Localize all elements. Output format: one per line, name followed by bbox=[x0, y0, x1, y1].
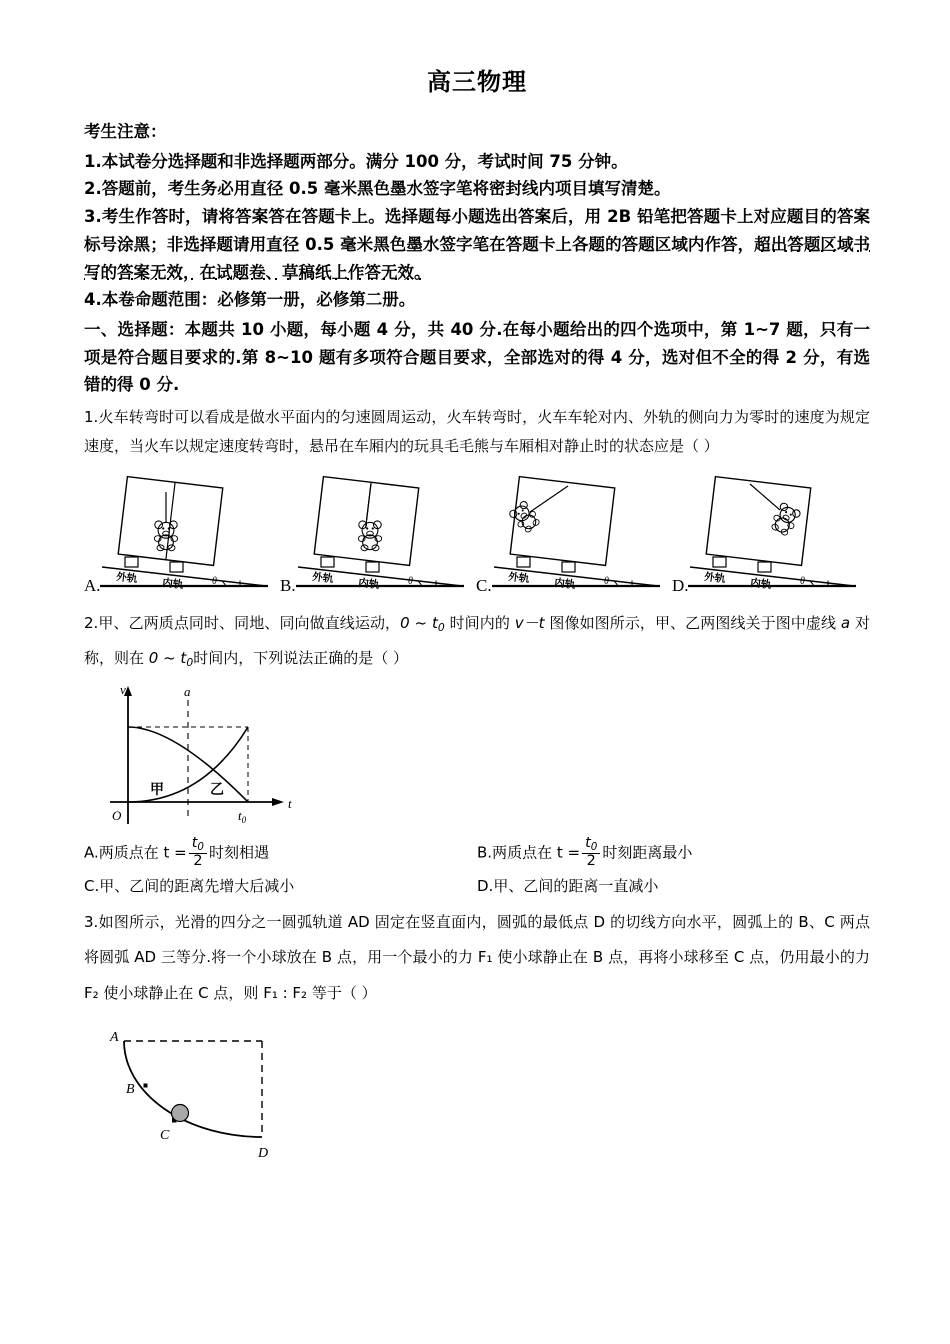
q2-option-A[interactable] bbox=[84, 836, 477, 869]
q2-option-C-letter: C. bbox=[84, 877, 100, 896]
svg-text:θ: θ bbox=[800, 575, 805, 587]
notice-item-3 bbox=[84, 203, 870, 286]
question-2-stem: 2.甲、乙两质点同时、同地、同向做直线运动，0 ~ $t_0$ 时间内的 v－t 图像如图所示，甲、乙两图线关于图中虚线 a 对称，则在 0 ~ $t_0$时间内，下列说法正确的是（ ） bbox=[84, 613, 870, 669]
q2-dashed-line-label: a bbox=[184, 684, 191, 700]
q3-label-A: A bbox=[110, 1029, 119, 1045]
question-3-stem: 3.如图所示，光滑的四分之一圆弧轨道 AD 固定在竖直面内，圆弧的最低点 D 的切线方向水平，圆弧上的 B、C 两点将圆弧 AD 三等分.将一个小球放在 B 点，用一个最小的力 F₁ 使小球静止在 B 点，再将小球移至 C 点，仍用最小的力 F₂ 使小球静止在 C 点，则 F₁ : F₂ 等于（ ） bbox=[84, 913, 870, 1002]
q1-D-inner-rail-label: 内轨 bbox=[749, 576, 772, 591]
notice-item-3-emphasis: 超出答题区域书写的答案无效，在试题卷、草稿纸上作答无效。 bbox=[84, 235, 870, 286]
q2-option-B-letter: B. bbox=[477, 843, 493, 862]
q1-option-D bbox=[672, 470, 868, 602]
q3-ball bbox=[172, 1104, 189, 1121]
q2-stem-pre: 2.甲、乙两质点同时、同地、同向做直线运动， bbox=[84, 613, 401, 632]
question-1-stem: 1.火车转弯时可以看成是做水平面内的匀速圆周运动，火车转弯时，火车车轮对内、外轨的侧向力为零时的速度为规定速度，当火车以规定速度转弯时，悬吊在车厢内的玩具毛毛熊与车厢相对静止时的状态应是（ ） bbox=[84, 408, 870, 456]
q2-option-A-letter: A. bbox=[84, 843, 99, 862]
q2-stem-end: 时间内，下列说法正确的是（ ） bbox=[193, 648, 408, 667]
q3-quarter-arc-diagram bbox=[90, 1019, 320, 1189]
q3-label-C: C bbox=[160, 1127, 170, 1143]
q1-D-outer-rail-label: 外轨 bbox=[703, 570, 726, 585]
q2-option-A-post: 时刻相遇 bbox=[209, 843, 270, 862]
svg-text:θ: θ bbox=[408, 575, 413, 587]
q1-B-outer-rail-label: 外轨 bbox=[311, 570, 334, 585]
q1-diagram-B bbox=[296, 470, 476, 602]
q1-option-D-letter: D. bbox=[672, 575, 689, 595]
q1-option-C bbox=[476, 470, 672, 602]
q1-option-B bbox=[280, 470, 476, 602]
q3-label-B: B bbox=[126, 1081, 135, 1097]
q1-diagram-D bbox=[688, 470, 868, 602]
page-content bbox=[84, 62, 870, 1189]
q2-option-A-fraction: $\frac{t_0}{2}$ bbox=[189, 836, 207, 869]
notice-item-4: 4.本卷命题范围：必修第一册，必修第二册。 bbox=[84, 290, 416, 310]
q3-label-D: D bbox=[258, 1145, 269, 1161]
q2-vt-graph bbox=[92, 682, 372, 832]
q2-option-B-post: 时刻距离最小 bbox=[602, 843, 693, 862]
q2-option-B[interactable] bbox=[477, 836, 870, 869]
q1-C-inner-rail-label: 内轨 bbox=[553, 576, 576, 591]
question-2-options-row-1 bbox=[84, 836, 870, 869]
page-title: 高三物理 bbox=[427, 68, 527, 96]
q1-diagram-C bbox=[492, 470, 672, 602]
q2-x-axis-label: t bbox=[288, 796, 292, 812]
q1-A-inner-rail-label: 内轨 bbox=[161, 576, 184, 591]
q1-option-B-letter: B. bbox=[280, 575, 296, 595]
notice-item-3-part1: 3.考生作答时，请将答案答在答题卡上。选择题每小题选出答案后，用 2B 铅笔把答题卡上对应题目的答案标号涂黑；非选择题请用直径 0.5 毫米黑色墨水签字笔在答题卡上各题的答题区域内作答， bbox=[84, 207, 870, 254]
q3-point-B-marker bbox=[144, 1083, 148, 1087]
q1-option-A-letter: A. bbox=[84, 575, 101, 595]
q2-option-C-text: 甲、乙间的距离先增大后减小 bbox=[99, 877, 295, 896]
q2-y-axis-label: v bbox=[120, 682, 126, 698]
question-3-figure bbox=[90, 1019, 870, 1189]
section-intro: 一、选择题：本题共 10 小题，每小题 4 分，共 40 分.在每小题给出的四个选项中，第 1~7 题，只有一项是符合题目要求的.第 8~10 题有多项符合题目要求，全部选对的得 4 分，选对但不全的得 2 分，有选错的得 0 分. bbox=[84, 320, 870, 395]
svg-text:θ: θ bbox=[212, 575, 217, 587]
notice-item-1: 1.本试卷分选择题和非选择题两部分。满分 100 分，考试时间 75 分钟。 bbox=[84, 151, 628, 171]
q2-curve-label-jia: 甲 bbox=[150, 782, 164, 799]
q2-option-B-fraction: $\frac{t_0}{2}$ bbox=[582, 836, 600, 869]
q2-option-A-pre: 两质点在 t = bbox=[98, 843, 187, 862]
q2-option-C[interactable] bbox=[84, 871, 477, 901]
q2-origin-label: O bbox=[112, 808, 122, 824]
question-2-figure bbox=[92, 682, 870, 834]
q1-option-C-letter: C. bbox=[476, 575, 492, 595]
q2-option-D[interactable] bbox=[477, 871, 870, 901]
q2-option-B-pre: 两质点在 t = bbox=[492, 843, 581, 862]
q1-B-inner-rail-label: 内轨 bbox=[357, 576, 380, 591]
q2-curve-label-yi: 乙 bbox=[210, 782, 224, 799]
q2-x-tick-t0: $t_0$ bbox=[238, 808, 247, 826]
q1-C-outer-rail-label: 外轨 bbox=[507, 570, 530, 585]
q2-option-D-letter: D. bbox=[477, 877, 494, 896]
notice-item-2: 2.答题前，考生务必用直径 0.5 毫米黑色墨水签字笔将密封线内项目填写清楚。 bbox=[84, 179, 671, 199]
notice-heading: 考生注意： bbox=[84, 122, 167, 141]
question-1-figure bbox=[84, 470, 870, 602]
question-2-options-row-2 bbox=[84, 871, 870, 901]
q1-A-outer-rail-label: 外轨 bbox=[115, 570, 138, 585]
svg-text:θ: θ bbox=[604, 575, 609, 587]
q1-diagram-A bbox=[100, 470, 280, 602]
q2-stem-mid: 时间内的 v－t 图像如图所示，甲、乙两图线关于图中虚线 a 对称，则在 bbox=[84, 613, 870, 667]
q1-option-A bbox=[84, 470, 280, 602]
q2-option-D-text: 甲、乙间的距离一直减小 bbox=[493, 877, 659, 896]
